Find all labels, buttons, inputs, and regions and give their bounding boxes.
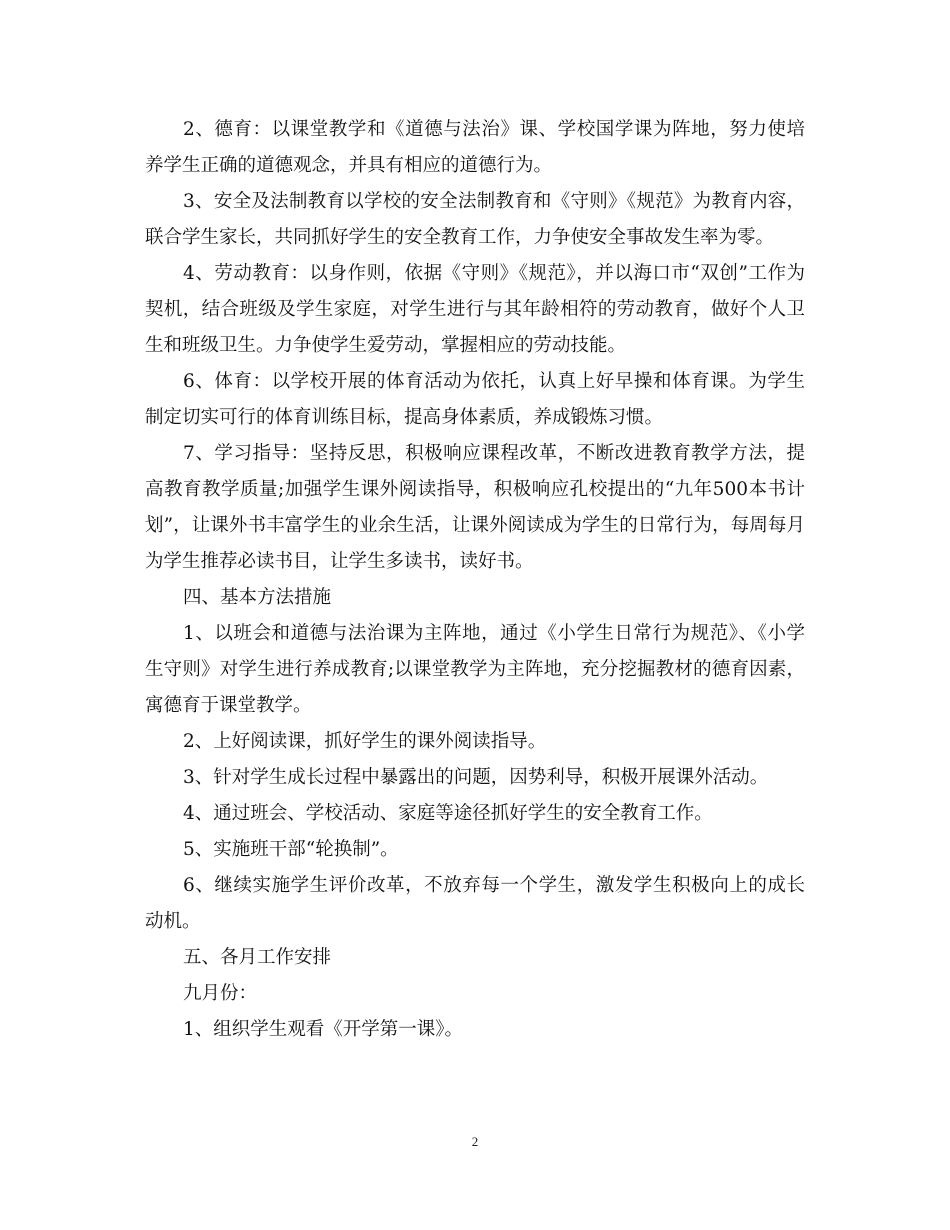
- paragraph-method-2: 2、上好阅读课，抓好学生的课外阅读指导。: [183, 731, 547, 752]
- subheading-september: 九月份：: [183, 983, 258, 1004]
- page-number: 2: [471, 1134, 479, 1149]
- paragraph-method-6: 6、继续实施学生评价改革，不放弃每一个学生，激发学生积极向上的成长动机。: [145, 875, 805, 932]
- section-heading-monthly-plan: 五、各月工作安排: [183, 947, 332, 968]
- paragraph-method-4: 4、通过班会、学校活动、家庭等途径抓好学生的安全教育工作。: [183, 803, 713, 824]
- paragraph-study-guidance: 7、学习指导：坚持反思，积极响应课程改革，不断改进教育教学方法，提高教育教学质量;加强学生课外阅读指导，积极响应孔校提出的“九年500本书计划”，让课外书丰富学生的业余生活，让课外阅读成为学生的日常行为，每周每月为学生推荐必读书目，让学生多读书，读好书。: [145, 443, 805, 572]
- paragraph-method-3: 3、针对学生成长过程中暴露出的问题，因势利导，积极开展课外活动。: [183, 767, 769, 788]
- paragraph-method-5: 5、实施班干部“轮换制”。: [183, 839, 399, 860]
- paragraph-safety-education: 3、安全及法制教育以学校的安全法制教育和《守则》《规范》为教育内容，联合学生家长，共同抓好学生的安全教育工作，力争使安全事故发生率为零。: [145, 191, 805, 248]
- paragraph-moral-education: 2、德育：以课堂教学和《道德与法治》课、学校国学课为阵地，努力使培养学生正确的道德观念，并具有相应的道德行为。: [145, 119, 805, 176]
- paragraph-labor-education: 4、劳动教育：以身作则，依据《守则》《规范》，并以海口市“双创”工作为契机，结合班级及学生家庭，对学生进行与其年龄相符的劳动教育，做好个人卫生和班级卫生。力争使学生爱劳动，掌握相应的劳动技能。: [145, 263, 805, 356]
- paragraph-physical-education: 6、体育：以学校开展的体育活动为依托，认真上好早操和体育课。为学生制定切实可行的体育训练目标，提高身体素质，养成锻炼习惯。: [145, 371, 805, 428]
- paragraph-method-1: 1、以班会和道德与法治课为主阵地，通过《小学生日常行为规范》、《小学生守则》对学生进行养成教育;以课堂教学为主阵地，充分挖掘教材的德育因素，寓德育于课堂教学。: [145, 623, 805, 716]
- document-body: [145, 112, 805, 1048]
- section-heading-methods: 四、基本方法措施: [183, 587, 332, 608]
- paragraph-september-1: 1、组织学生观看《开学第一课》。: [183, 1019, 464, 1040]
